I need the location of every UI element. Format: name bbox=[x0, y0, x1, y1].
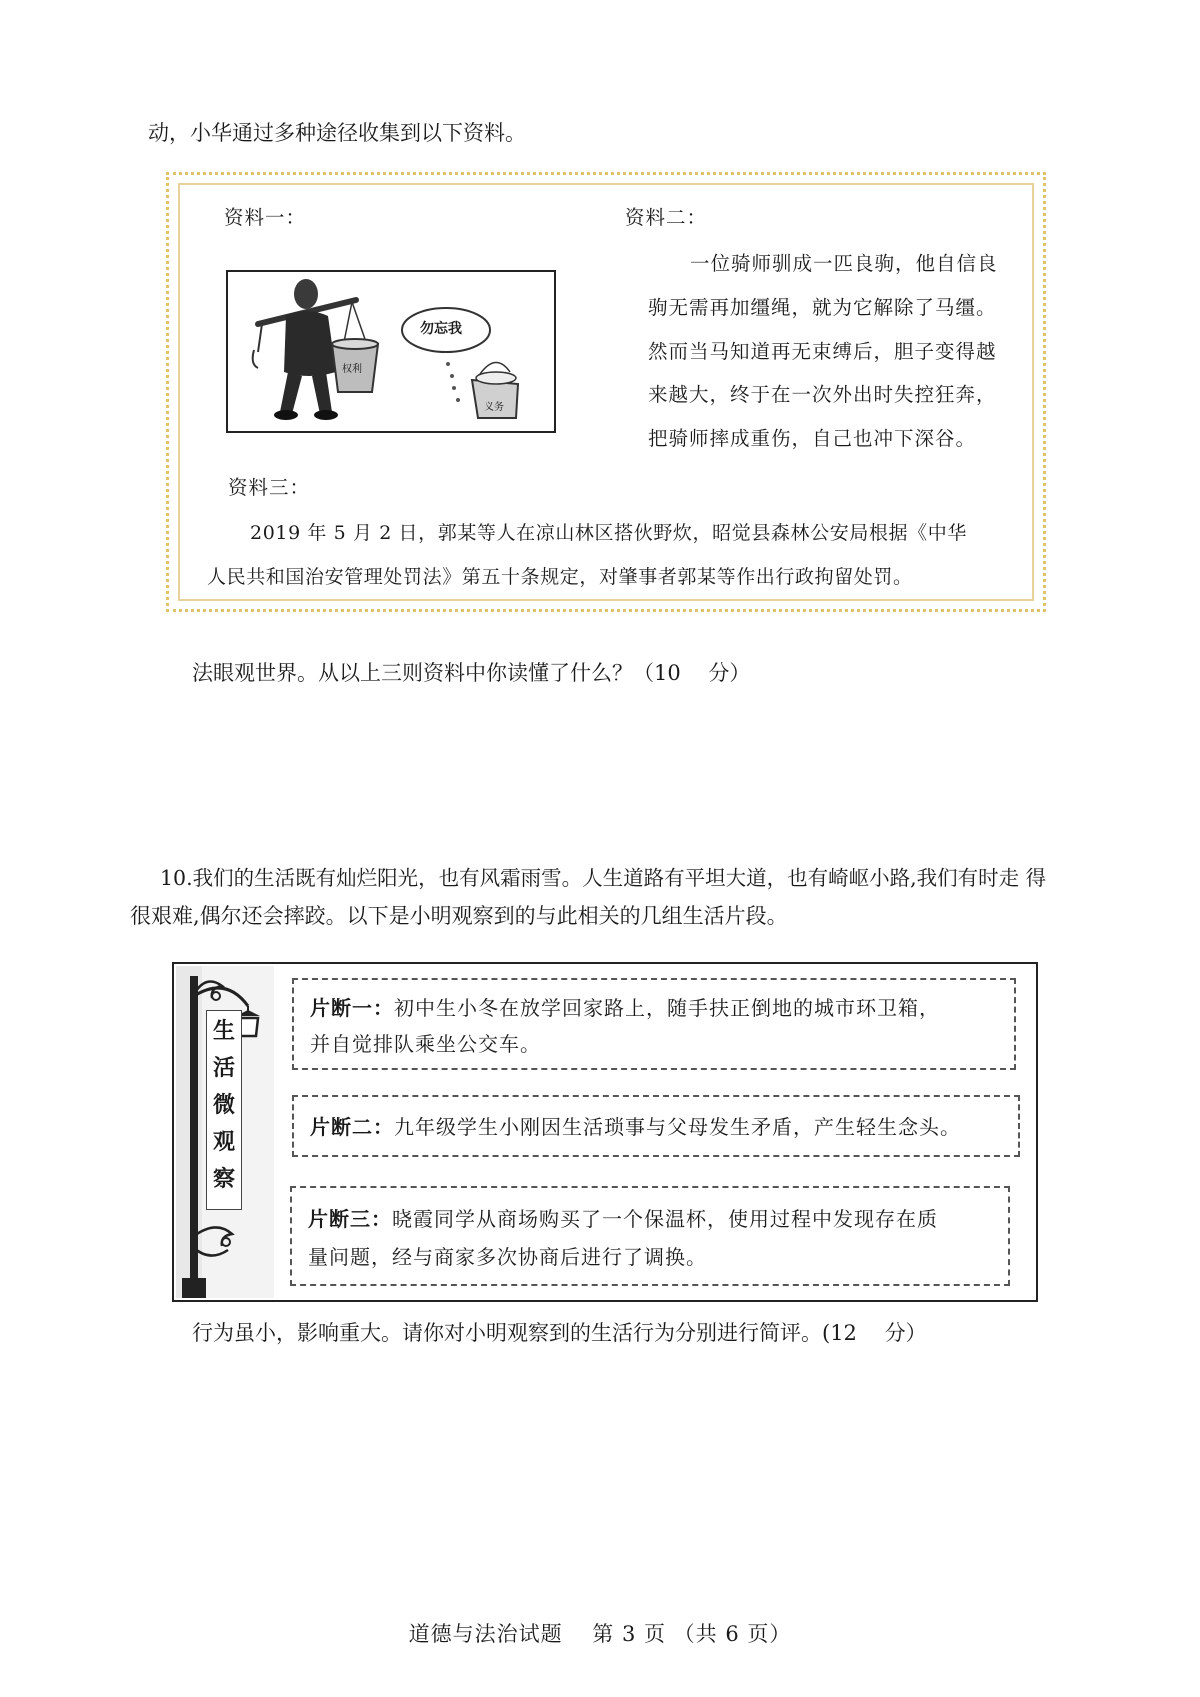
material-two-line: 然而当马知道再无束缚后，胆子变得越 bbox=[648, 340, 997, 363]
cartoon-bubble-text: 勿忘我 bbox=[420, 321, 462, 337]
cartoon-drawing bbox=[228, 272, 554, 431]
material-one-label: 资料一： bbox=[224, 206, 307, 229]
intro-line: 动，小华通过多种途径收集到以下资料。 bbox=[148, 121, 526, 145]
fragment-label: 片断二： bbox=[310, 1115, 394, 1139]
life-observation-sign bbox=[206, 1010, 242, 1210]
sign-char: 活 bbox=[212, 1056, 235, 1081]
fragment-label: 片断三： bbox=[308, 1207, 392, 1231]
fragment-three bbox=[290, 1186, 1010, 1286]
material-three-line: 2019 年 5 月 2 日，郭某等人在凉山林区搭伙野炊，昭觉县森林公安局根据《中华 bbox=[250, 522, 967, 544]
sign-char: 观 bbox=[212, 1130, 235, 1155]
material-one-cartoon bbox=[226, 270, 556, 433]
fragment-one bbox=[292, 978, 1016, 1070]
cartoon-bucket-right: 义务 bbox=[484, 402, 504, 413]
fragment-text: 晓霞同学从商场购买了一个保温杯，使用过程中发现存在质 bbox=[392, 1207, 938, 1231]
material-three-line: 人民共和国治安管理处罚法》第五十条规定，对肇事者郭某等作出行政拘留处罚。 bbox=[207, 566, 913, 588]
material-two-line: 驹无需再加缰绳，就为它解除了马缰。 bbox=[648, 296, 997, 319]
fragment-text: 九年级学生小刚因生活琐事与父母发生矛盾，产生轻生念头。 bbox=[394, 1115, 961, 1139]
material-two-line: 来越大，终于在一次外出时失控狂奔， bbox=[648, 383, 997, 406]
sign-char: 微 bbox=[212, 1093, 235, 1118]
fragment-two bbox=[292, 1095, 1020, 1157]
sign-char: 生 bbox=[212, 1019, 235, 1044]
material-two-label: 资料二： bbox=[625, 206, 708, 229]
q10-line: 10.我们的生活既有灿烂阳光，也有风霜雨雪。人生道路有平坦大道，也有崎岖小路,我们有时走 得 bbox=[160, 866, 1047, 890]
q9-prompt: 法眼观世界。从以上三则资料中你读懂了什么？（10 分） bbox=[192, 661, 751, 685]
cartoon-bucket-left: 权利 bbox=[342, 364, 362, 375]
material-two-line: 把骑师摔成重伤，自己也冲下深谷。 bbox=[648, 427, 977, 450]
fragment-label: 片断一： bbox=[310, 996, 394, 1020]
material-two-line: 一位骑师驯成一匹良驹，他自信良 bbox=[690, 252, 998, 275]
material-three-label: 资料三： bbox=[228, 476, 311, 499]
q10-prompt: 行为虽小，影响重大。请你对小明观察到的生活行为分别进行简评。(12 分） bbox=[192, 1321, 927, 1345]
fragment-text: 并自觉排队乘坐公交车。 bbox=[310, 1032, 541, 1056]
page-footer: 道德与法治试题 第 3 页 （共 6 页） bbox=[408, 1622, 792, 1646]
fragment-text: 初中生小冬在放学回家路上，随手扶正倒地的城市环卫箱， bbox=[394, 996, 940, 1020]
fragment-text: 量问题，经与商家多次协商后进行了调换。 bbox=[308, 1245, 707, 1269]
sign-char: 察 bbox=[212, 1167, 235, 1192]
q10-line: 很艰难,偶尔还会摔跤。以下是小明观察到的与此相关的几组生活片段。 bbox=[130, 904, 788, 928]
